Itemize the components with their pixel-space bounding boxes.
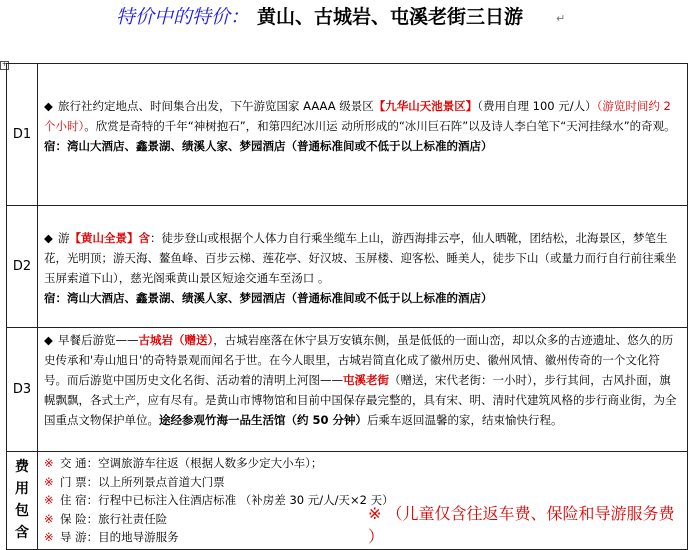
bullet-diamond-icon: ◆ bbox=[44, 333, 53, 347]
description-segment: 后乘车返回温馨的家，结束愉快行程。 bbox=[367, 413, 563, 427]
fee-item-text: 保 险：旅行社责任险 bbox=[60, 511, 168, 526]
table-row bbox=[7, 328, 688, 452]
table-row bbox=[7, 206, 688, 328]
table-row bbox=[7, 452, 688, 550]
description-segment: 古城岩（赠送） bbox=[138, 333, 214, 347]
reference-mark-icon: ※ bbox=[44, 493, 54, 507]
table-row bbox=[7, 64, 688, 206]
day-description bbox=[44, 330, 681, 430]
description-segment: 【黄山全景】含 bbox=[69, 231, 150, 245]
description-segment: 早餐后游览—— bbox=[58, 333, 139, 347]
day-content-cell bbox=[38, 64, 688, 206]
day-description bbox=[44, 228, 681, 288]
bullet-diamond-icon: ◆ bbox=[44, 99, 53, 113]
day-label-cell bbox=[7, 206, 38, 328]
day-label: D2 bbox=[12, 259, 32, 274]
title-main: 黄山、古城岩、屯溪老街三日游 bbox=[257, 6, 524, 28]
hotel-line: 宿：湾山大酒店、鑫景湖、绩溪人家、梦园酒店（普通标准间或不低于以上标准的酒店） bbox=[44, 139, 493, 153]
reference-mark-icon: ※ bbox=[44, 511, 54, 526]
day-content-cell bbox=[38, 328, 688, 452]
page-title bbox=[0, 0, 694, 34]
fee-content-cell bbox=[38, 452, 688, 550]
fee-label: 费用包含 bbox=[15, 459, 29, 542]
day-label: D3 bbox=[12, 382, 32, 397]
day-description bbox=[44, 96, 681, 136]
description-segment: 【九华山天池景区】 bbox=[373, 99, 478, 113]
fee-item-text: 交 通：空调旅游车往返（根据人数多少定大小车）； bbox=[60, 456, 323, 470]
fee-note: ※ （儿童仅含往返车费、保险和导游服务费 ） bbox=[368, 503, 675, 546]
description-segment: 旅行社约定地点、时间集合出发，下午游览国家 AAAA 级景区 bbox=[58, 99, 374, 113]
title-highlight: 特价中的特价： bbox=[116, 6, 250, 28]
fee-label-cell bbox=[7, 452, 38, 550]
description-segment: （赠送，宋代老街：一小时），步行其间，古风扑面，旗幌飘飘，各式土产，应有尽有。是黄山市博物馆和目前中国保存最完整的，具有宋、明、清时代建筑风格的步行商业街，为全国重点文物保护单位。 bbox=[44, 373, 677, 427]
reference-mark-icon: ※ bbox=[44, 474, 54, 489]
fee-item-text: 导 游：目的地导游服务 bbox=[60, 530, 179, 544]
day-label: D1 bbox=[12, 127, 32, 142]
description-segment: 屯溪老街 bbox=[343, 373, 389, 387]
fee-item-text: 门 票：以上所列景点首道大门票 bbox=[60, 474, 225, 489]
description-segment: 。欣赏是奇特的千年“神树抱石”，和第四纪冰川运 动所形成的“冰川巨石阵”以及诗人李白笔下“天河挂绿水”的奇观。 bbox=[84, 119, 676, 133]
paragraph-mark: ↵ bbox=[556, 12, 566, 25]
day-content-cell bbox=[38, 206, 688, 328]
description-segment: 游 bbox=[58, 231, 70, 245]
bullet-diamond-icon: ◆ bbox=[44, 231, 53, 245]
fee-item bbox=[44, 454, 681, 473]
day-label-cell bbox=[7, 64, 38, 206]
hotel-line: 宿：湾山大酒店、鑫景湖、绩溪人家、梦园酒店（普通标准间或不低于以上标准的酒店） bbox=[44, 291, 493, 305]
description-segment: （费用自理 100 元/人） bbox=[477, 99, 597, 113]
description-segment: ，古城岩座落在休宁县万安镇东侧，虽是低低的一面山峦，却以众多的古迹遗址、悠久的历史传承和'寿山旭日'的奇特景观而闻名于世。在今人眼里，古城岩简直化成了徽州历史、徽州风情、徽州传奇的一个文化符号。而后游览中国历史文化名街、活动着的清明上河图—— bbox=[44, 333, 674, 387]
day-label-cell bbox=[7, 328, 38, 452]
reference-mark-icon: ※ bbox=[44, 530, 54, 544]
table-move-handle-icon[interactable]: + bbox=[1, 61, 8, 68]
description-segment: 途经参观竹海一品生活馆（约 50 分钟） bbox=[159, 413, 368, 427]
reference-mark-icon: ※ bbox=[44, 456, 54, 470]
fee-item bbox=[44, 473, 681, 492]
description-segment: （游览时间约 2 个小时） bbox=[44, 99, 671, 133]
description-segment: ：徒步登山或根据个人体力自行乘坐缆车上山，游西海排云亭，仙人晒靴，团结松，北海景区，梦笔生花，光明顶；游天海、鳌鱼峰、百步云梯、莲花亭、好汉坡、玉屏楼、迎客松、睡美人，徒步下山（或量力而行自行前往乘坐玉屏索道下山），慈光阁乘黄山景区短途交通车至汤口 。 bbox=[44, 231, 677, 285]
itinerary-table bbox=[6, 63, 688, 550]
fee-item-text: 住 宿：行程中已标注入住酒店标准 （补房差 30 元/人/天×2 天） bbox=[60, 493, 394, 507]
